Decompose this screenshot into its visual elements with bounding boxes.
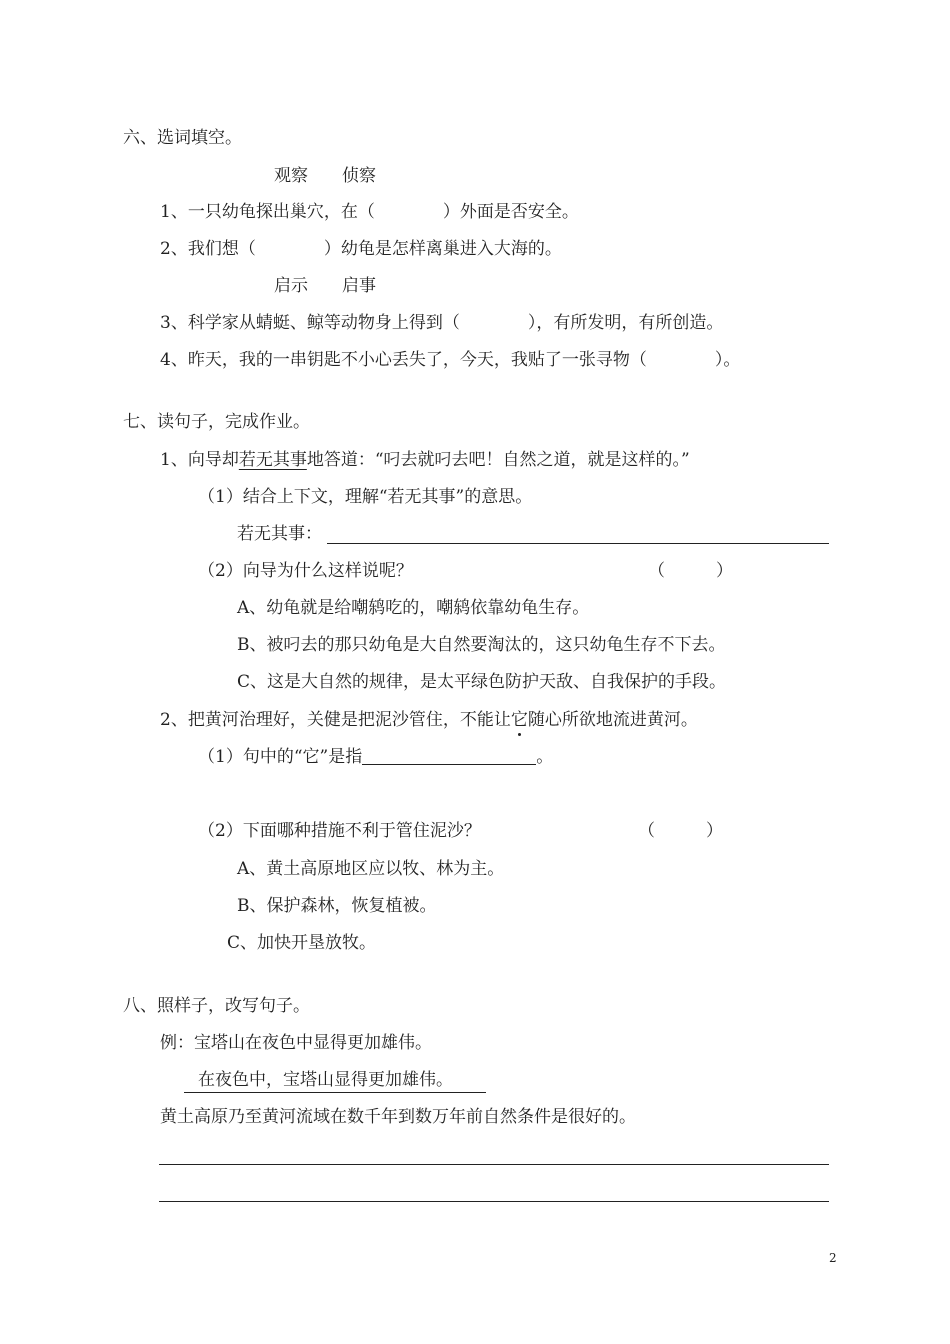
question-7-1-2: （2）向导为什么这样说呢？ [198,561,413,581]
question-6-2: 2、我们想（ ）幼龟是怎样离巢进入大海的。 [160,239,562,259]
example-answer: 在夜色中，宝塔山显得更加雄伟。 [198,1070,453,1090]
answer-paren: （ ） [648,561,733,581]
question-7-2-1-text: （1）句中的“它”是指 [198,747,363,767]
question-7-2-1-end: 。 [536,747,554,767]
question-7-1-prefix: 1、向导却 [160,450,239,470]
question-6-4: 4、昨天，我的一串钥匙不小心丢失了，今天，我贴了一张寻物（ ）。 [160,350,741,370]
rewrite-task: 黄土高原乃至黄河流域在数千年到数万年前自然条件是很好的。 [160,1107,636,1127]
question-7-1-suffix: 地答道：“叼去就叼去吧！自然之道，就是这样的。” [306,450,690,470]
measure-a: A、黄土高原地区应以牧、林为主。 [237,859,505,879]
dotted-character: 它 [510,710,528,730]
word-choices-2: 启示 启事 [274,276,376,296]
option-c: C、这是大自然的规律，是太平绿色防护天敌、自我保护的手段。 [237,672,727,692]
option-a: A、幼龟就是给嘲鸫吃的，嘲鸫依靠幼龟生存。 [237,598,590,618]
question-7-2-prefix: 2、把黄河治理好，关健是把泥沙管住，不能让 [160,710,511,730]
answer-label: 若无其事： [237,524,322,544]
answer-line-1[interactable] [159,1164,829,1165]
question-7-2 [160,708,698,732]
answer-line-2[interactable] [159,1201,829,1202]
section-7-title: 七、读句子，完成作业。 [123,412,310,432]
question-6-1: 1、一只幼龟探出巢穴，在（ ）外面是否安全。 [160,202,579,222]
question-7-2-1 [198,745,553,769]
answer-paren: （ ） [638,821,723,841]
page-number: 2 [829,1251,837,1265]
question-7-2-2: （2）下面哪种措施不利于管住泥沙？ [198,821,481,841]
word-choices-1: 观察 侦察 [274,166,376,186]
example-answer-underline [184,1092,486,1093]
example-sentence: 例：宝塔山在夜色中显得更加雄伟。 [160,1033,432,1053]
measure-b: B、保护森林，恢复植被。 [237,896,437,916]
measure-c: C、加快开垦放牧。 [227,933,377,953]
underlined-phrase: 若无其事 [238,450,307,470]
question-7-2-suffix: 随心所欲地流进黄河。 [527,710,698,730]
question-6-3: 3、科学家从蜻蜓、鲸等动物身上得到（ ），有所发明，有所创造。 [160,313,724,333]
answer-line[interactable] [327,543,829,544]
section-8-title: 八、照样子，改写句子。 [123,996,310,1016]
question-7-1 [160,448,690,472]
section-6-title: 六、选词填空。 [123,128,242,148]
answer-blank[interactable] [362,746,536,765]
question-7-1-1: （1）结合上下文，理解“若无其事”的意思。 [198,487,533,507]
option-b: B、被叼去的那只幼龟是大自然要淘汰的，这只幼龟生存不下去。 [237,635,726,655]
